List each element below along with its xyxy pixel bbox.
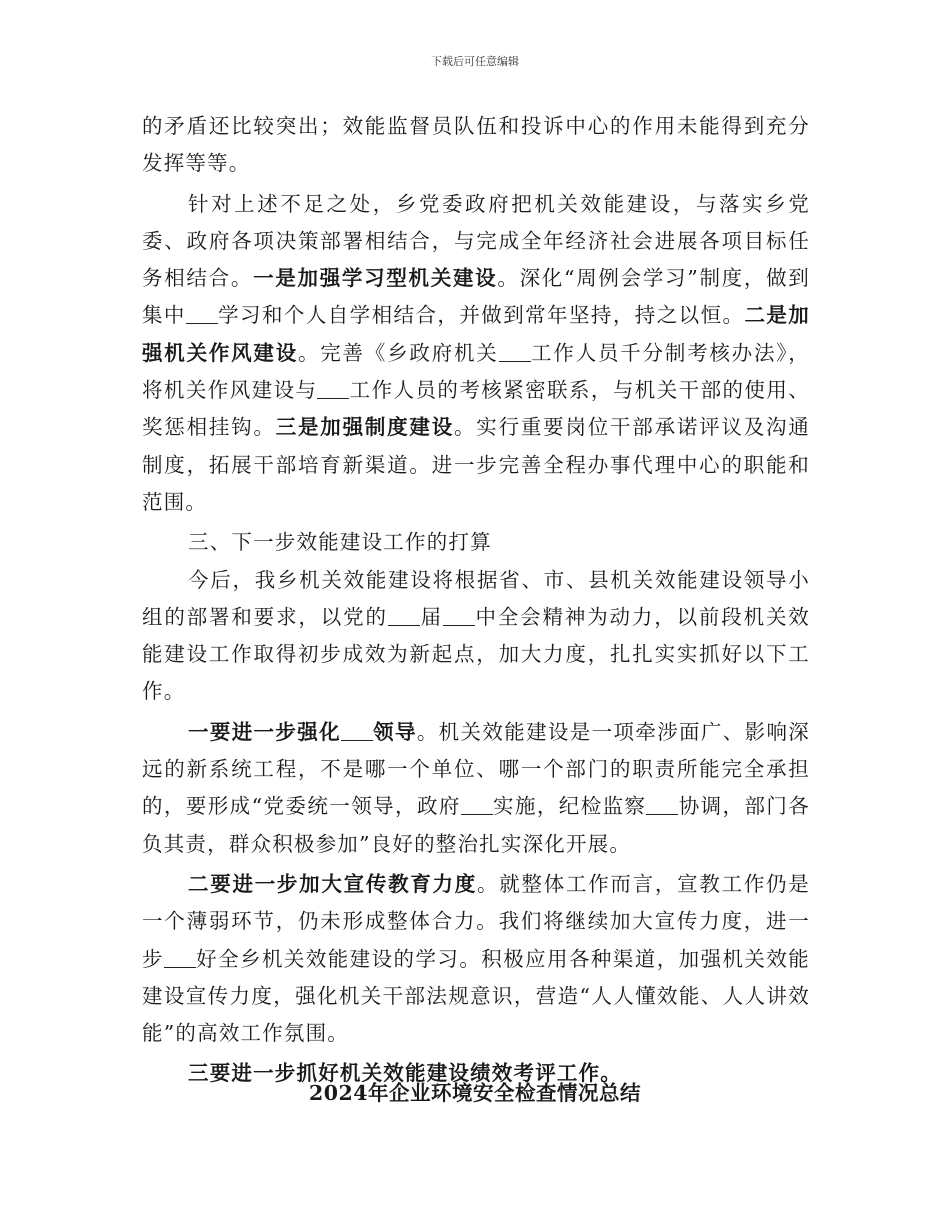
blank-line [646, 796, 678, 815]
paragraph-text: 中全会精神为动力，以前段机关效能建设工作取得初步成效为新起点，加大力度，扎扎实实抓好以下工作。 [142, 604, 811, 704]
paragraph-publicity [142, 866, 810, 1052]
blank-line [186, 305, 218, 324]
paragraph-text: 针对上述不足之处，乡党委政府把机关效能建设，与落实乡党委、政府各项决策部署相结合，与完成全年经济社会进展各项目标任务相结合。 [142, 191, 810, 291]
paragraph-text: 工作人员的考核紧密联系，与机关干部的使用、奖惩相挂钩。 [142, 378, 810, 440]
paragraph-text: 工作人员千分制考核办法》，将机关作风建设与 [142, 340, 810, 403]
paragraph-text: 。机关效能建设是一项牵涉面广、影响深远的新系统工程，不是哪一个单位、哪一个部门的职责所能完全承担的，要形成“党委统一领导，政府 [142, 719, 810, 819]
paragraph-text: 。实行重要岗位干部承诺评议及沟通制度，拓展干部培育新渠道。进一步完善全程办事代理中心的职能和范围。 [142, 415, 810, 514]
paragraph-text: 。完善《乡政府机关 [297, 340, 499, 365]
blank-line [388, 606, 420, 625]
page-header: 下载后可任意编辑 [431, 55, 519, 68]
paragraph-plan [142, 562, 810, 711]
paragraph-text: 学习和个人自学相结合，并做到常年坚持，持之以恒。 [217, 303, 745, 328]
paragraph-text: 。就整体工作而言，宣教工作仍是一个薄弱环节，仍未形成整体合力。我们将继续加大宣传力度，进一步 [142, 871, 810, 971]
blank-line [164, 948, 196, 967]
blank-line [443, 606, 475, 625]
blank-line [461, 796, 493, 815]
paragraph-text: 协调，部门各负其责，群众积极参加”良好的整治扎实深化开展。 [142, 794, 810, 856]
blank-line [499, 342, 531, 361]
document-title: 2024年企业环境安全检查情况总结 [308, 1081, 642, 1105]
bold-point-2: 二是加强机关作风建设 [142, 303, 810, 365]
paragraph-text: 届 [419, 604, 443, 629]
bold-point-1-end: 领导 [372, 719, 417, 744]
document-body [142, 108, 810, 1093]
bold-point-2: 二要进一步加大宣传教育力度 [188, 871, 478, 896]
section-heading: 三、下一步效能建设工作的打算 [188, 530, 492, 555]
paragraph-measures [142, 186, 810, 522]
paragraph-text: 今后，我乡机关效能建设将根据省、市、县机关效能建设领导小组的部署和要求，以党的 [142, 567, 810, 629]
bold-point-3: 三是加强制度建设 [275, 415, 455, 440]
paragraph-text: 实施，纪检监察 [492, 794, 647, 819]
bold-point-3: 三要进一步抓好机关效能建设绩效考评工作。 [188, 1061, 622, 1086]
blank-line [341, 721, 373, 740]
blank-line [317, 380, 349, 399]
paragraph-continuation [142, 108, 810, 183]
paragraph-leadership [142, 714, 810, 863]
bold-point-1: 一要进一步强化 [188, 719, 341, 744]
paragraph-text: 的矛盾还比较突出；效能监督员队伍和投诉中心的作用未能得到充分发挥等等。 [142, 114, 810, 176]
paragraph-text: 。深化“周例会学习”制度，做到集中 [142, 266, 811, 328]
bold-point-1: 一是加强学习型机关建设 [253, 266, 498, 291]
paragraph-text: 好全乡机关效能建设的学习。积极应用各种渠道，加强机关效能建设宣传力度，强化机关干部法规意识，营造“人人懂效能、人人讲效能”的高效工作氛围。 [142, 946, 810, 1046]
